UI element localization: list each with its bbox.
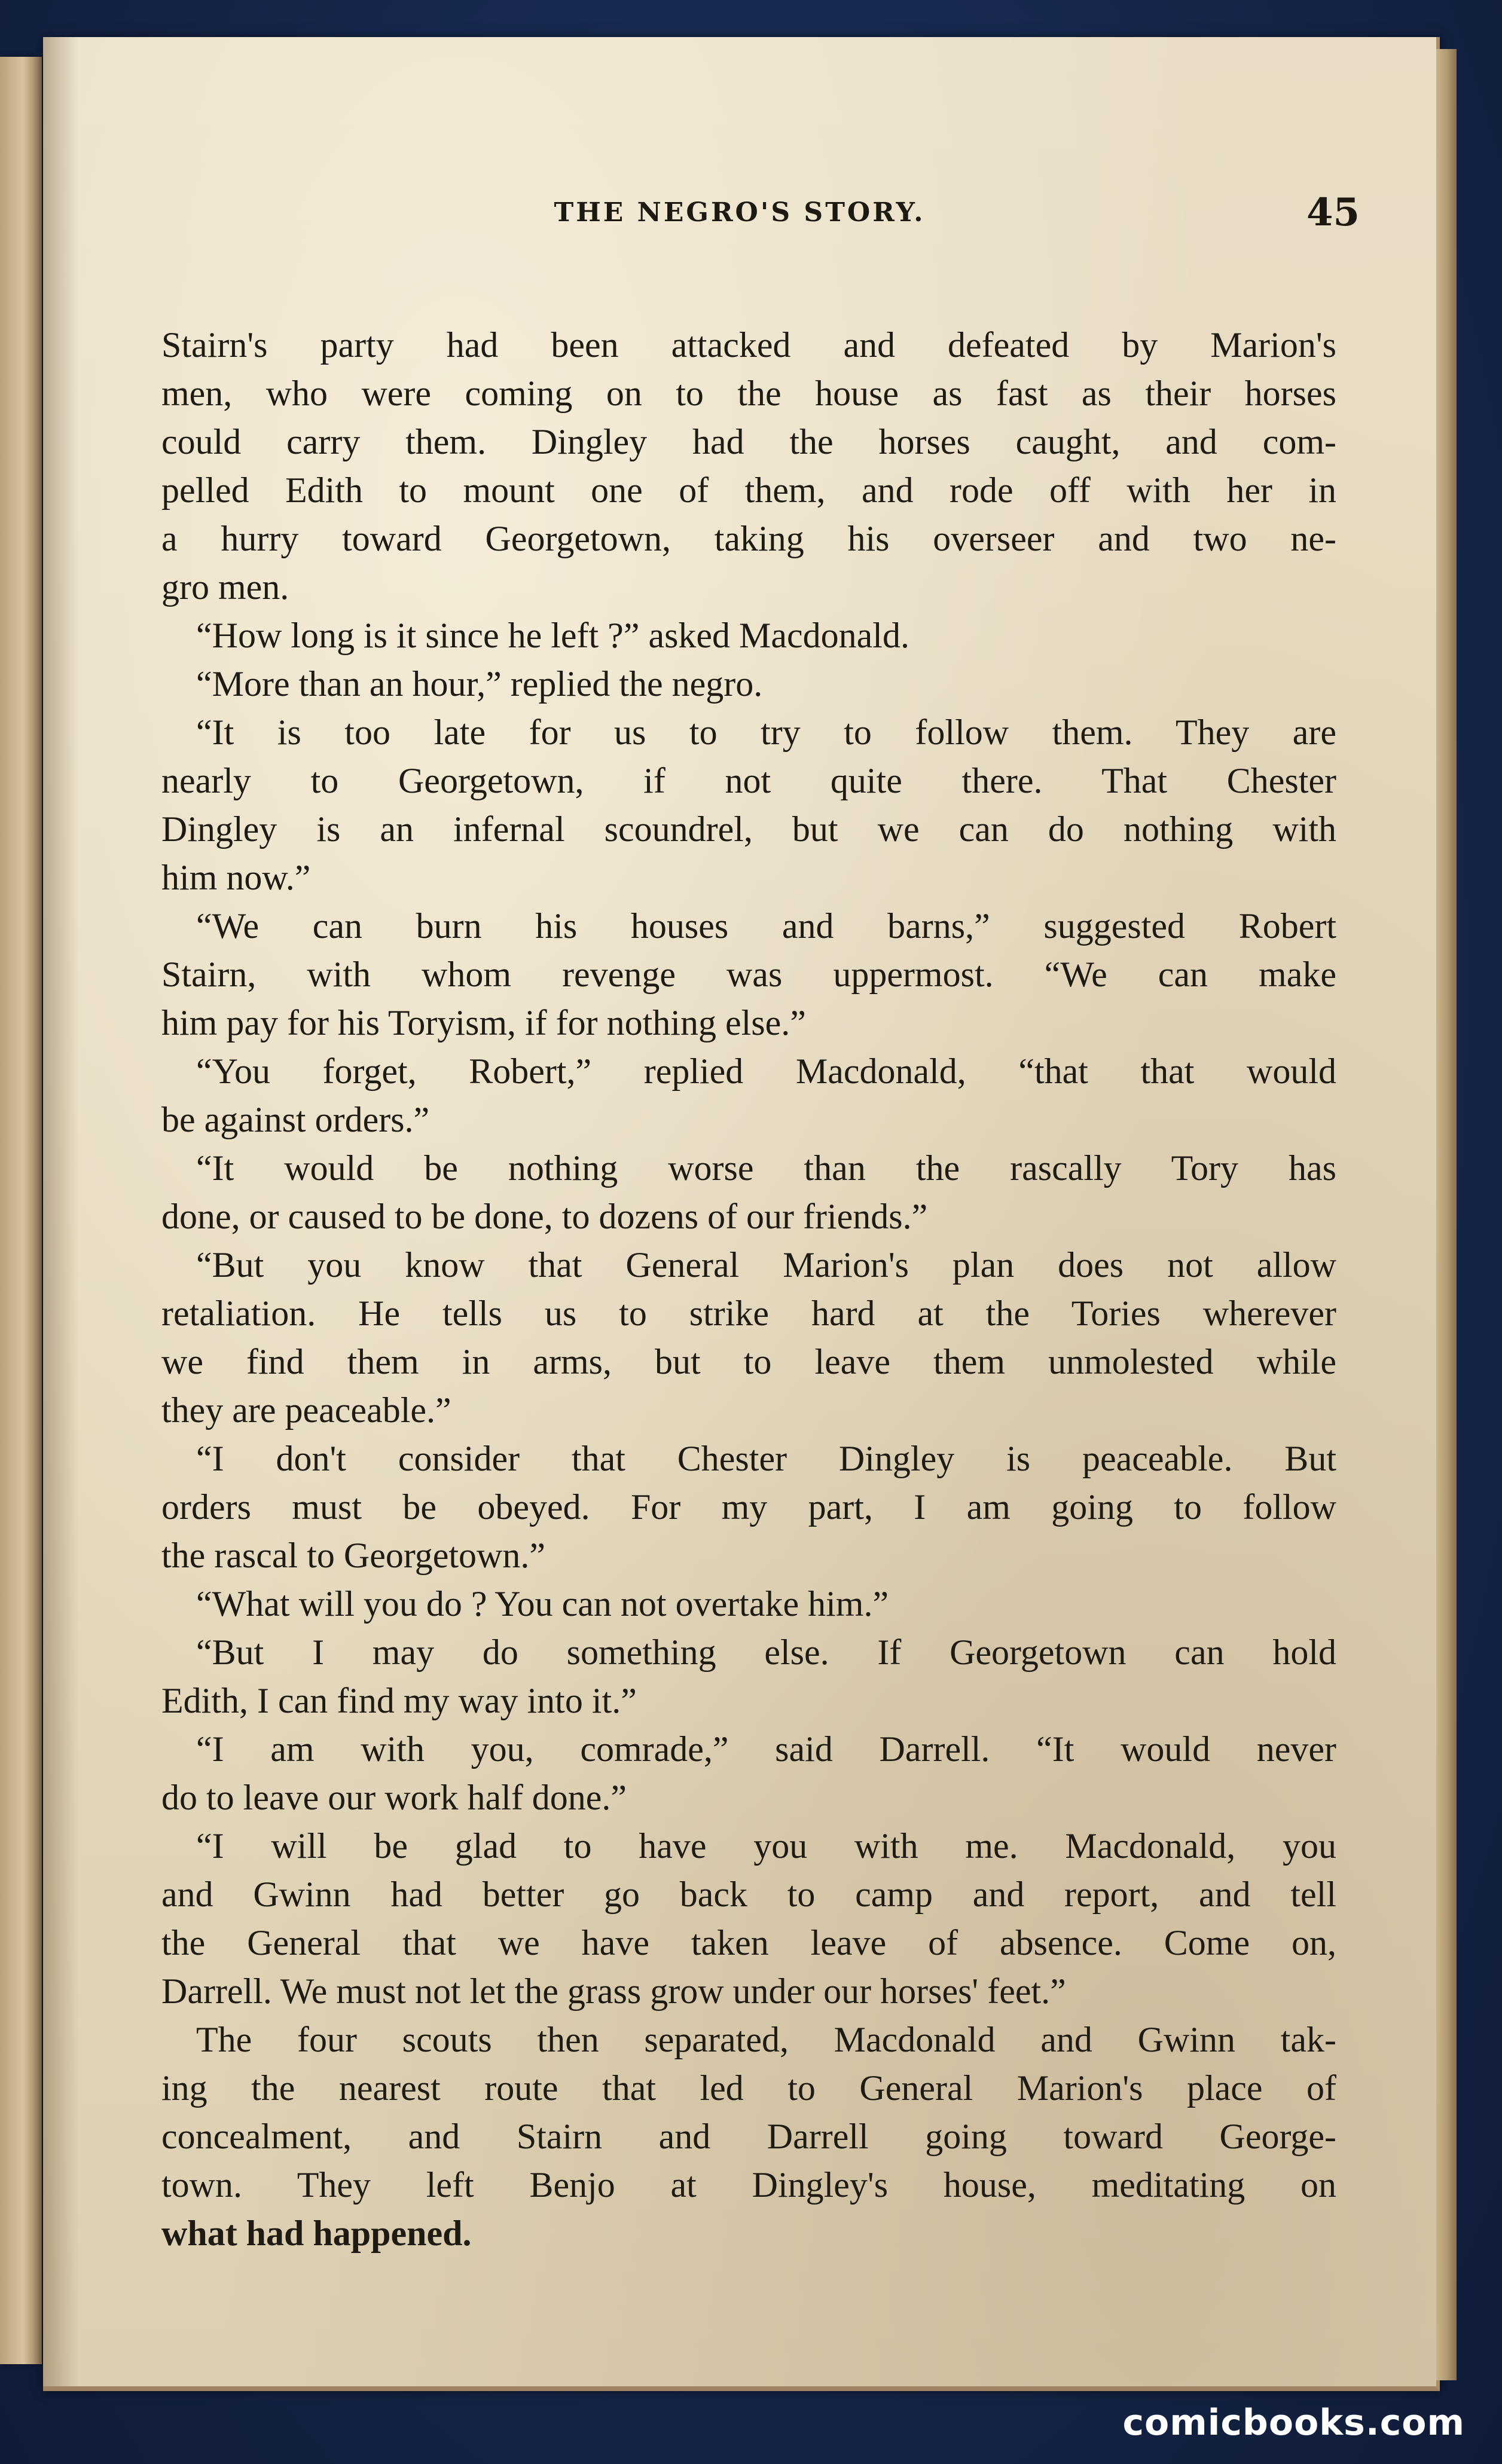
text-line: the rascal to Georgetown.” xyxy=(161,1536,545,1575)
text-line: Darrell. We must not let the grass grow under our horses' feet.” xyxy=(161,1971,1066,2011)
running-head: THE NEGRO'S STORY. xyxy=(554,197,926,228)
text-line: Dingley is an infernal scoundrel, but we can do nothing with xyxy=(161,809,1336,849)
text-line: him now.” xyxy=(161,858,311,897)
page-header xyxy=(43,190,1436,251)
text-line: Edith, I can find my way into it.” xyxy=(161,1681,637,1720)
body-text xyxy=(161,321,1336,2258)
text-line: “But you know that General Marion's plan does not allow xyxy=(196,1245,1336,1285)
text-line: do to leave our work half done.” xyxy=(161,1778,627,1817)
gutter-shadow xyxy=(43,37,79,2386)
facing-page-edge xyxy=(0,57,42,2364)
text-line: “It would be nothing worse than the rascally Tory has xyxy=(196,1148,1336,1188)
page-fore-edge xyxy=(1436,49,1457,2380)
text-line: “What will you do ? You can not overtake him.” xyxy=(196,1584,889,1624)
text-line: a hurry toward Georgetown, taking his overseer and two ne- xyxy=(161,519,1336,558)
text-line: retaliation. He tells us to strike hard at the Tories wherever xyxy=(161,1294,1336,1333)
text-line: “I am with you, comrade,” said Darrell. “It would never xyxy=(196,1729,1336,1769)
text-line: gro men. xyxy=(161,567,289,607)
text-line: “I don't consider that Chester Dingley is peaceable. But xyxy=(196,1439,1336,1478)
text-line: we find them in arms, but to leave them unmolested while xyxy=(161,1342,1336,1381)
text-line: town. They left Benjo at Dingley's house, meditating on xyxy=(161,2165,1336,2205)
book-page xyxy=(43,37,1440,2391)
text-line: and Gwinn had better go back to camp and report, and tell xyxy=(161,1875,1336,1914)
text-line: “More than an hour,” replied the negro. xyxy=(196,664,763,704)
page-number: 45 xyxy=(1306,190,1360,235)
text-line: pelled Edith to mount one of them, and rode off with her in xyxy=(161,470,1336,510)
text-line: men, who were coming on to the house as fast as their horses xyxy=(161,374,1336,413)
text-line: “We can burn his houses and barns,” suggested Robert xyxy=(196,906,1336,946)
text-line: what had happened. xyxy=(161,2214,472,2253)
watermark: comicbooks.com xyxy=(1122,2402,1465,2444)
text-line: the General that we have taken leave of absence. Come on, xyxy=(161,1923,1336,1962)
text-line: “I will be glad to have you with me. Macdonald, you xyxy=(196,1826,1336,1866)
text-line: they are peaceable.” xyxy=(161,1390,451,1430)
text-line: could carry them. Dingley had the horses caught, and com- xyxy=(161,422,1336,461)
text-line: “But I may do something else. If Georgetown can hold xyxy=(196,1633,1336,1672)
text-line: Stairn, with whom revenge was uppermost. “We can make xyxy=(161,955,1336,994)
text-line: The four scouts then separated, Macdonald and Gwinn tak- xyxy=(196,2020,1336,2059)
text-line: “You forget, Robert,” replied Macdonald, “that that would xyxy=(196,1051,1336,1091)
text-line: Stairn's party had been attacked and defeated by Marion's xyxy=(161,325,1336,365)
text-line: orders must be obeyed. For my part, I am going to follow xyxy=(161,1487,1336,1527)
text-line: be against orders.” xyxy=(161,1100,430,1139)
text-line: ing the nearest route that led to General Marion's place of xyxy=(161,2068,1336,2108)
text-line: “It is too late for us to try to follow them. They are xyxy=(196,713,1336,752)
text-line: done, or caused to be done, to dozens of our friends.” xyxy=(161,1197,928,1236)
text-line: concealment, and Stairn and Darrell going toward George- xyxy=(161,2117,1336,2156)
text-line: nearly to Georgetown, if not quite there. That Chester xyxy=(161,761,1336,800)
text-line: him pay for his Toryism, if for nothing else.” xyxy=(161,1003,806,1043)
text-line: “How long is it since he left ?” asked Macdonald. xyxy=(196,616,909,655)
